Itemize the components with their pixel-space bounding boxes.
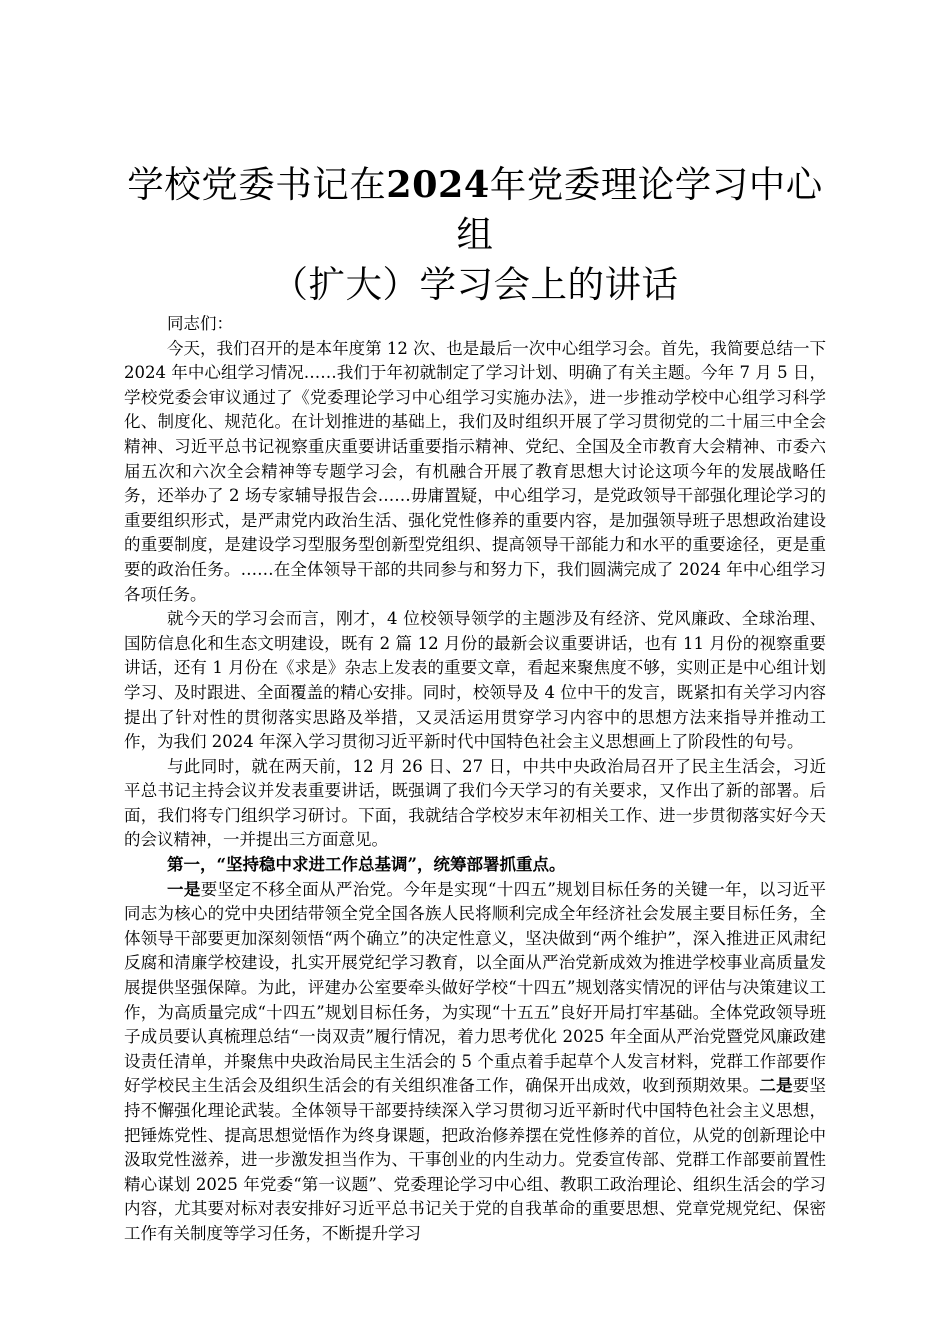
point-one-label: 一是 [167,879,201,899]
point-two-text: 要坚持不懈强化理论武装。全体领导干部要持续深入学习贯彻习近平新时代中国特色社会主义思想，把锤炼党性、提高思想觉悟作为终身课题，把政治修养摆在党性修养的首位，从党的创新理论中汲取党性滋养，进一步激发担当作为、干事创业的内生动力。党委宣传部、党群工作部要前置性精心谋划 2025 年党委“第一议题”、党委理论学习中心组、教职工政治理论、组织生活会的学习内容，尤其要对标对表安排好习近平总书记关于党的自我革命的重要思想、党章党规党纪、保密工作有关制度等学习任务，不断提升学习 [124,1076,827,1243]
title-line2: （扩大）学习会上的讲话 [271,263,679,306]
title-line1 [127,163,823,256]
document-title [124,160,826,310]
point-two-label: 二是 [759,1076,793,1096]
section-heading-1: 第一，“坚持稳中求进工作总基调”，统筹部署抓重点。 [167,855,566,875]
title-year: 2024 [386,163,490,206]
paragraph-3: 与此同时，就在两天前，12 月 26 日、27 日，中共中央政治局召开了民主生活会，习近平总书记主持会议并发表重要讲话，既强调了我们今天学习的有关要求，又作出了新的部署。后面，我们将专门组织学习研讨。下面，我就结合学校岁末年初相关工作、进一步贯彻落实好今天的会议精神，一并提出三方面意见。 [124,756,826,850]
paragraph-1: 今天，我们召开的是本年度第 12 次、也是最后一次中心组学习会。首先，我简要总结一下 2024 年中心组学习情况……我们于年初就制定了学习计划、明确了有关主题。今年 7 月 5 日，学校党委会审议通过了《党委理论学习中心组学习实施办法》，进一步推动学校中心组学习科学化、制度化、规范化。在计划推进的基础上，我们及时组织开展了学习贯彻党的二十届三中全会精神、习近平总书记视察重庆重要讲话重要指示精神、党纪、全国及全市教育大会精神、市委六届五次和六次全会精神等专题学习会，有机融合开展了教育思想大讨论这项今年的发展战略任务，还举办了 2 场专家辅导报告会……毋庸置疑，中心组学习，是党政领导干部强化理论学习的重要组织形式，是严肃党内政治生活、强化党性修养的重要内容，是加强领导班子思想政治建设的重要制度，是建设学习型服务型创新型党组织、提高领导干部能力和水平的重要途径，更是重要的政治任务。……在全体领导干部的共同参与和努力下，我们圆满完成了 2024 年中心组学习各项任务。 [124,338,826,604]
title-part-a: 学校党委书记在 [127,163,387,206]
document-page [124,160,826,1247]
point-one-text: 要坚定不移全面从严治党。今年是实现“十四五”规划目标任务的关键一年，以习近平同志为核心的党中央团结带领全党全国各族人民将顺利完成全年经济社会发展主要目标任务，全体领导干部要更加深刻领悟“两个确立”的决定性意义，坚决做到“两个维护”，深入推进正风肃纪反腐和清廉学校建设，扎实开展党纪学习教育，以全面从严治党新成效为推进学校事业高质量发展提供坚强保障。为此，评建办公室要牵头做好学校“十四五”规划落实情况的评估与决策建议工作，为高质量完成“十四五”规划目标任务，为实现“十五五”良好开局打牢基础。全体党政领导班子成员要认真梳理总结“一岗双责”履行情况，着力思考优化 2025 年全面从严治党暨党风廉政建设责任清单，并聚焦中央政治局民主生活会的 5 个重点着手起草个人发言材料，党群工作部要作好学校民主生活会及组织生活会的有关组织准备工作，确保开出成效，收到预期效果。 [124,879,827,1096]
paragraph-2: 就今天的学习会而言，刚才，4 位校领导领学的主题涉及有经济、党风廉政、全球治理、国防信息化和生态文明建设，既有 2 篇 12 月份的最新会议重要讲话，也有 11 月份的视察重要讲话，还有 1 月份在《求是》杂志上发表的重要文章，看起来聚焦度不够，实则正是中心组计划学习、及时跟进、全面覆盖的精心安排。同时，校领导及 4 位中干的发言，既紧扣有关学习内容提出了针对性的贯彻落实思路及举措，又灵活运用贯穿学习内容中的思想方法来指导并推动工作，为我们 2024 年深入学习贯彻习近平新时代中国特色社会主义思想画上了阶段性的句号。 [124,609,826,752]
paragraph-4 [124,878,826,1247]
title-part-c: 年党委理论学习中心组 [456,163,823,256]
salutation: 同志们： [167,314,233,333]
